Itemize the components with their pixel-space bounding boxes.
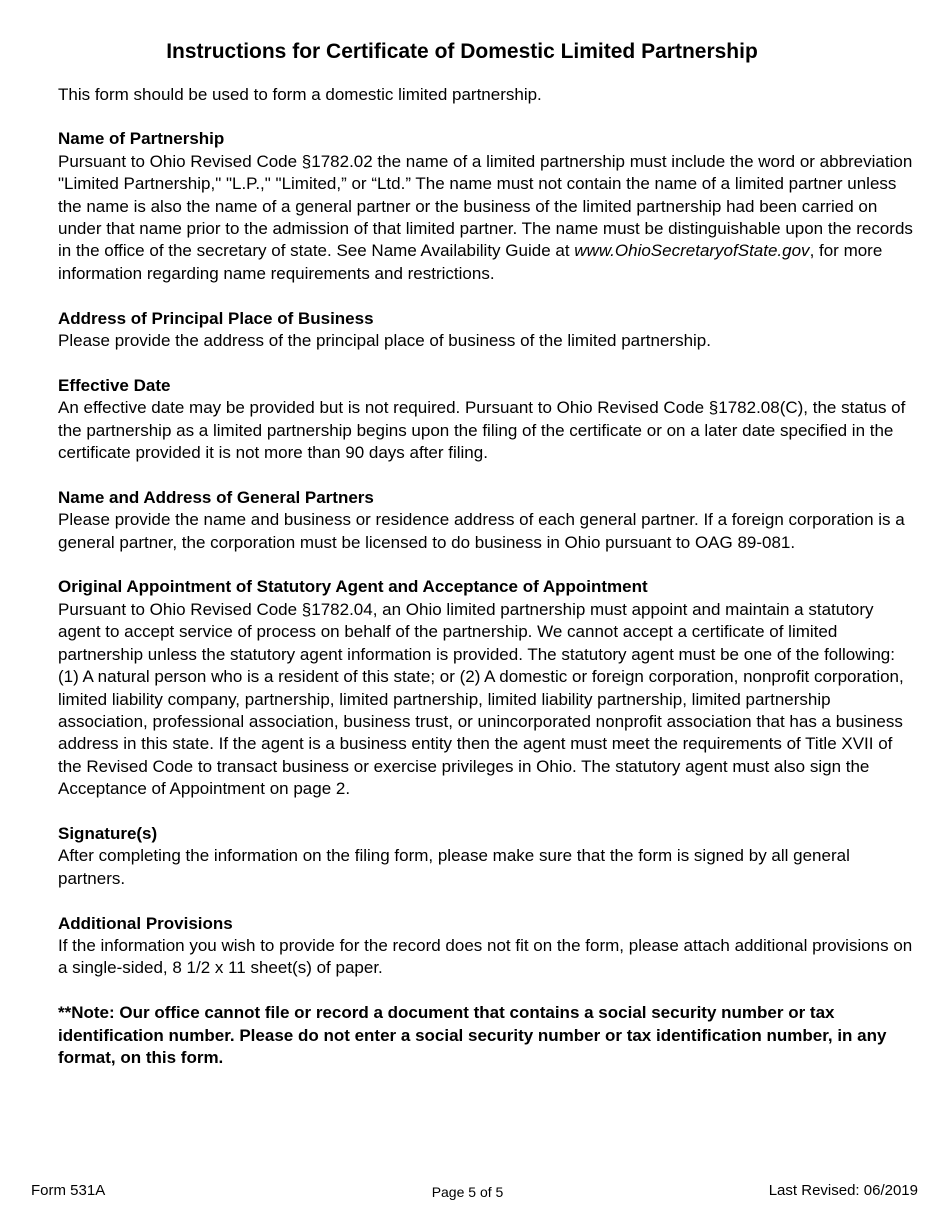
last-revised: Last Revised: 06/2019 xyxy=(768,1182,918,1199)
section-body: If the information you wish to provide for the record does not fit on the form, please attach additional provisions on a single-sided, 8 1/2 x 11 sheet(s) of paper. xyxy=(58,935,913,978)
privacy-note: **Note: Our office cannot file or record a document that contains a social security number or tax identification number. Please do not enter a social security number or tax identification number, in any format, on this form. xyxy=(58,1003,887,1067)
document-body xyxy=(58,84,918,1069)
section-signatures xyxy=(58,823,918,890)
section-effective-date xyxy=(58,375,918,465)
page-number: Page 5 of 5 xyxy=(431,1184,504,1200)
section-principal-address xyxy=(58,308,918,353)
section-heading: Name of Partnership xyxy=(58,129,225,149)
section-body: Pursuant to Ohio Revised Code §1782.04, an Ohio limited partnership must appoint and maintain a statutory agent to accept service of process on behalf of the partnership. We cannot accept a certificate of limited partnership unless the statutory agent information is provided. The statutory agent must be one of the following: (1) A natural person who is a resident of this state; or (2) A domestic or foreign corporation, nonprofit corporation, limited liability company, partnership, limited partnership, limited liability partnership, limited partnership association, professional association, business trust, or unincorporated nonprofit association that has a business address in this state. If the agent is a business entity then the agent must meet the requirements of Title XVII of the Revised Code to transact business or exercise privileges in Ohio. The statutory agent must also sign the Acceptance of Appointment on page 2. xyxy=(58,599,904,799)
section-body xyxy=(58,151,918,285)
website-link[interactable]: www.OhioSecretaryofState.gov xyxy=(574,241,810,261)
section-additional-provisions xyxy=(58,913,918,980)
section-heading: Address of Principal Place of Business xyxy=(58,308,374,328)
section-heading: Effective Date xyxy=(58,375,171,395)
section-heading: Name and Address of General Partners xyxy=(58,487,374,507)
page-title: Instructions for Certificate of Domestic Limited Partnership xyxy=(166,40,758,63)
section-body-text-end: , for more information regarding name requirements and restrictions. xyxy=(58,241,883,283)
section-body: Please provide the name and business or residence address of each general partner. If a foreign corporation is a general partner, the corporation must be licensed to do business in Ohio pursuant to OAG 89-081. xyxy=(58,510,905,552)
section-name-of-partnership xyxy=(58,128,918,285)
section-heading: Additional Provisions xyxy=(58,913,233,933)
section-body: After completing the information on the filing form, please make sure that the form is signed by all general partners. xyxy=(58,846,850,888)
section-body: Please provide the address of the principal place of business of the limited partnership. xyxy=(58,331,711,351)
section-body-text: Pursuant to Ohio Revised Code §1782.02 the name of a limited partnership must include the word or abbreviation "Limited Partnership," "L.P.," "Limited,” or “Ltd.” The name must not contain the name of a limited partner unless the name is also the name of a general partner or the business of the limited partnership had been carried on under that name prior to the admission of that limited partner. The name must be distinguishable upon the records in the office of the secretary of state. See Name Availability Guide at xyxy=(58,151,913,261)
section-statutory-agent xyxy=(58,576,918,800)
section-heading: Original Appointment of Statutory Agent and Acceptance of Appointment xyxy=(58,577,648,597)
section-body: An effective date may be provided but is not required. Pursuant to Ohio Revised Code §1782.08(C), the status of the partnership as a limited partnership begins upon the filing of the certificate or on a later date specified in the certificate provided it is not more than 90 days after filing. xyxy=(58,398,906,463)
intro-text: This form should be used to form a domestic limited partnership. xyxy=(58,85,542,104)
section-heading: Signature(s) xyxy=(58,823,158,843)
section-general-partners xyxy=(58,487,918,554)
form-number: Form 531A xyxy=(31,1182,106,1199)
